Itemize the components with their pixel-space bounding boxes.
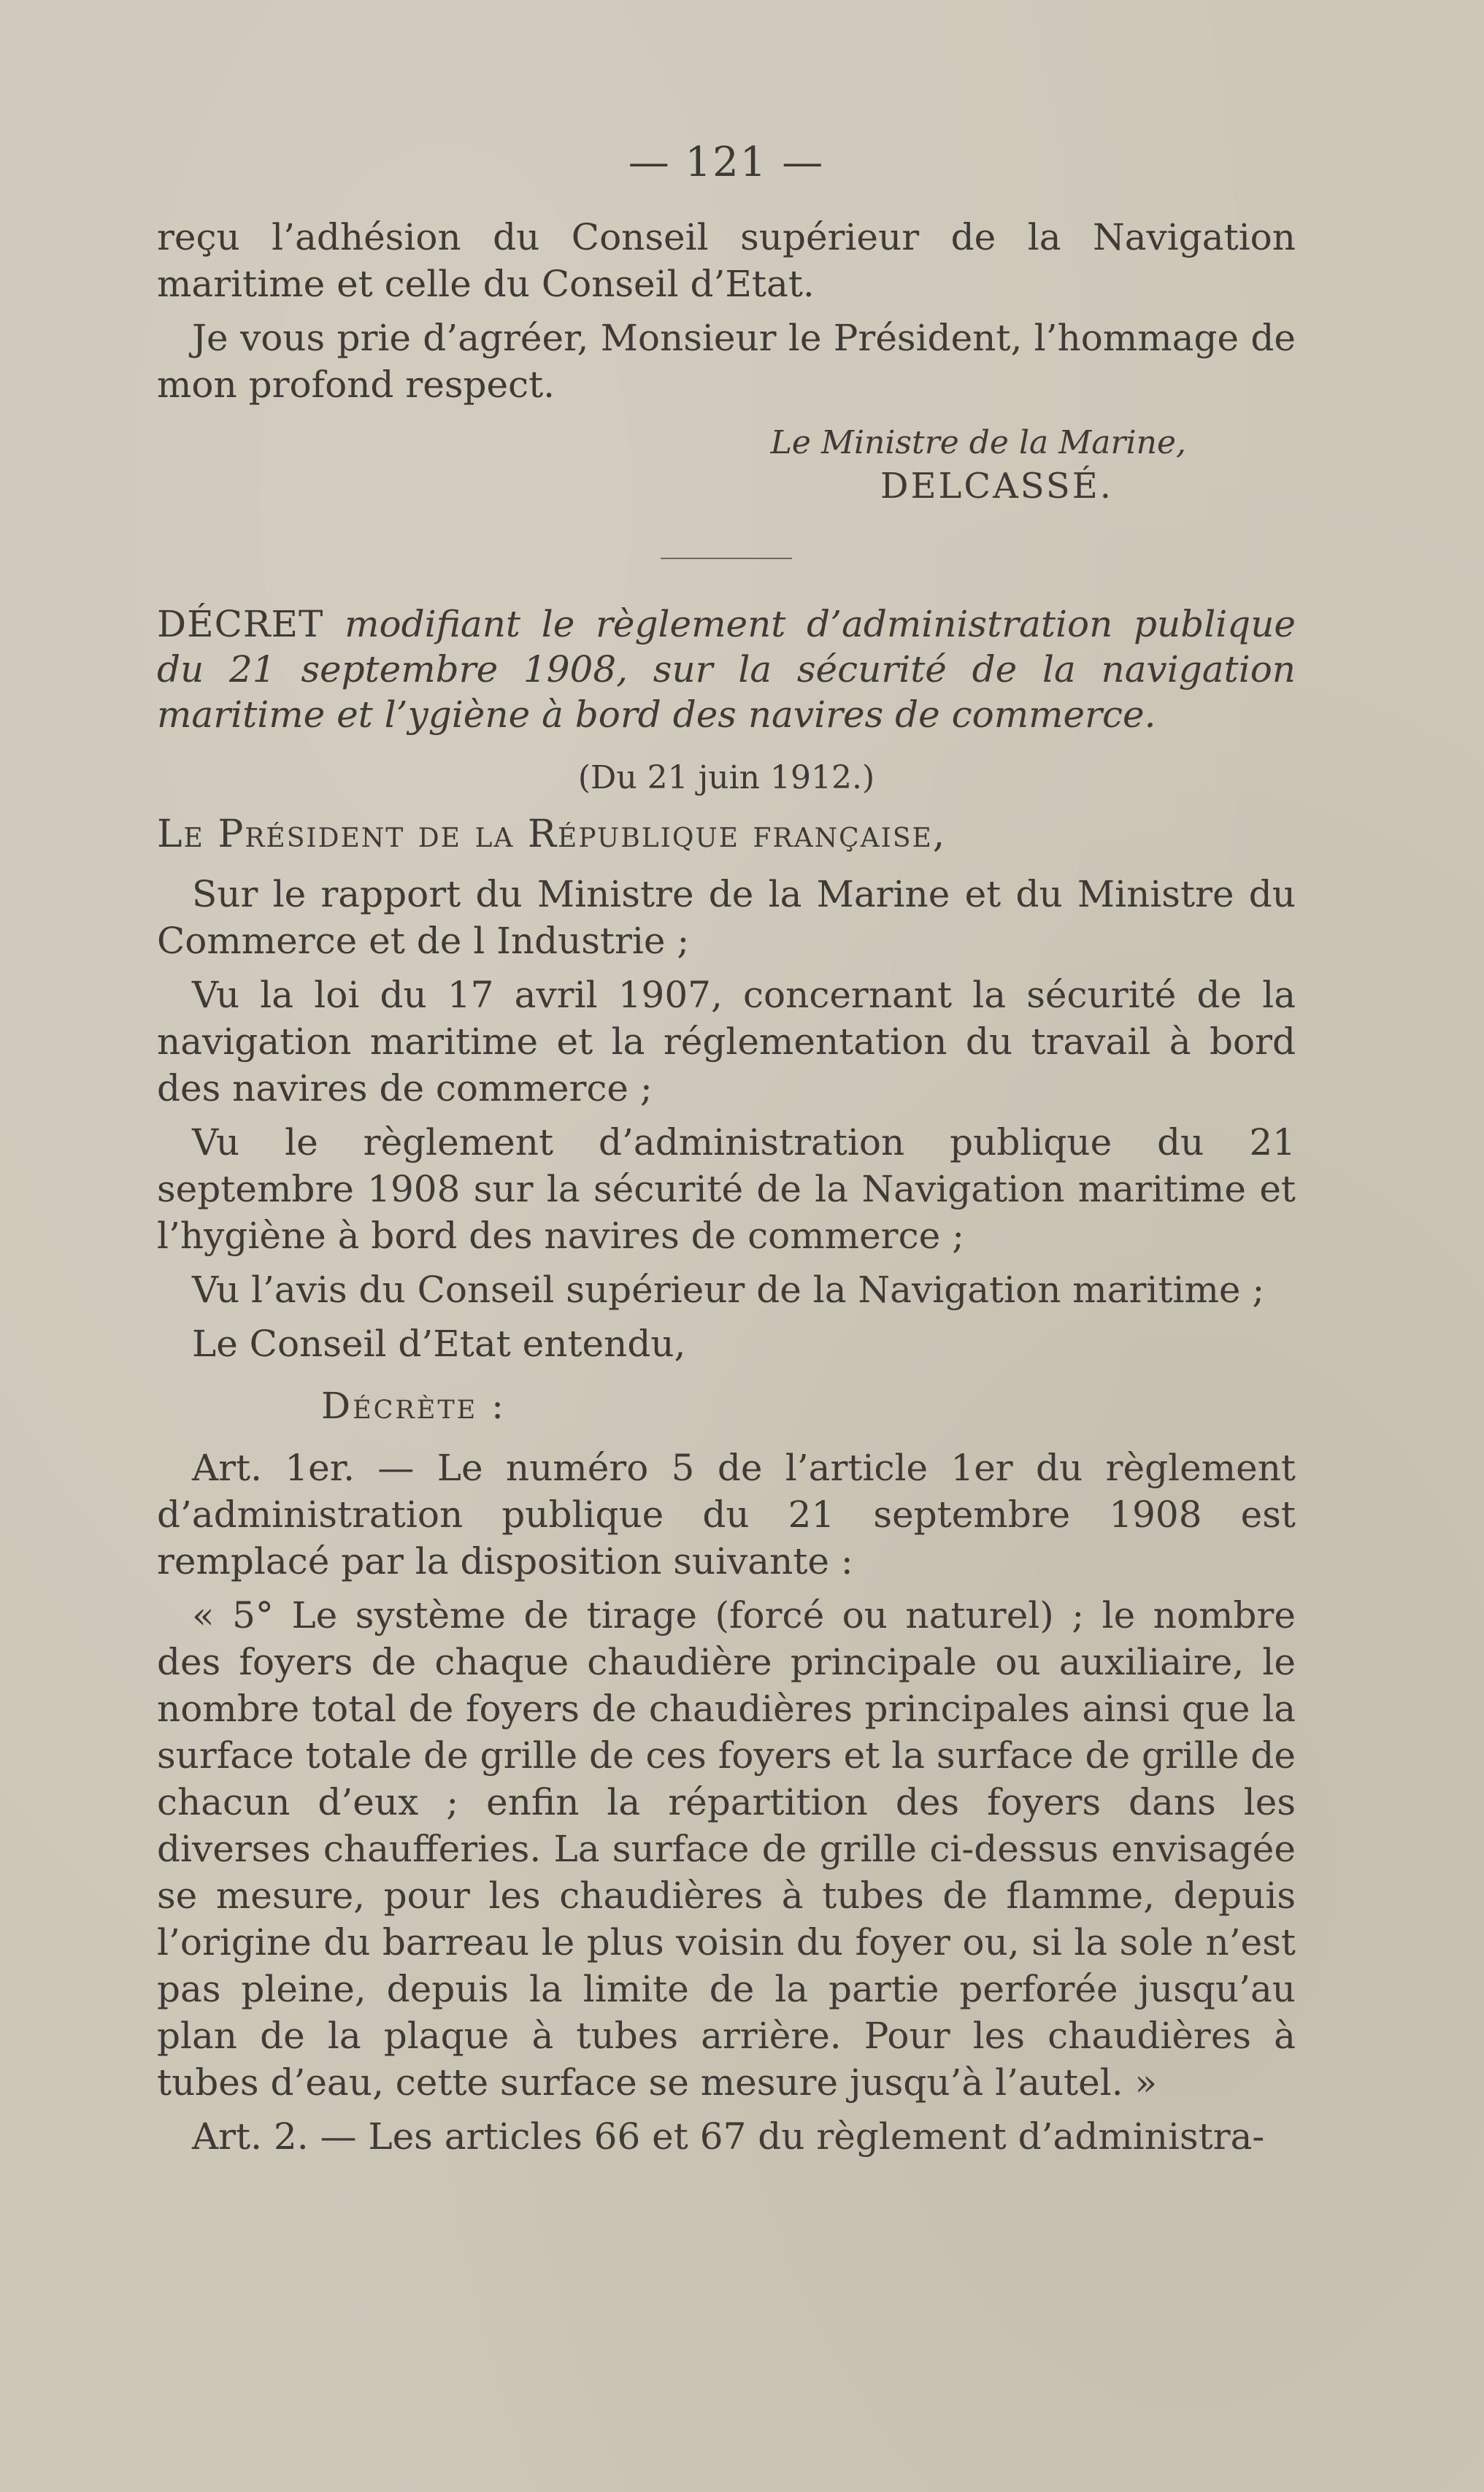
consideration-2: Vu la loi du 17 avril 1907, concernant la sécurité de la navigation maritime et la réglementation du travail à bord des navires de commerce ; — [157, 974, 1296, 1110]
consideration-4: Vu l’avis du Conseil supérieur de la Navigation maritime ; — [192, 1269, 1265, 1311]
section-divider — [661, 558, 792, 559]
letter-paragraph-2: Je vous prie d’agréer, Monsieur le Président, l’hommage de mon profond respect. — [157, 317, 1296, 406]
article-1-quote: « 5° Le système de tirage (forcé ou naturel) ; le nombre des foyers de chaque chaudière principale ou auxiliaire, le nombre total de foyers de chaudières principales ainsi que la surface totale de grille de ces foyers et la surface de grille de chacun d’eux ; enfin la répartition des foyers dans les diverses chaufferies. La surface de grille ci-dessus envisagée se mesure, pour les chaudières à tubes de flamme, depuis l’origine du barreau le plus voisin du foyer ou, si la sole n’est pas pleine, depuis la limite de la partie perforée jusqu’au plan de la plaque à tubes arrière. Pour les chaudières à tubes d’eau, cette surface se mesure jusqu’à l’autel. » — [157, 1594, 1296, 2104]
decree-title — [157, 601, 1296, 737]
page-number: — 121 — — [628, 139, 825, 186]
document-page — [157, 139, 1296, 2160]
article-1: Art. 1er. — Le numéro 5 de l’article 1er du règlement d’administration publique du 21 septembre 1908 est remplacé par la disposition suivante : — [157, 1447, 1296, 1583]
signature-name: DELCASSÉ. — [880, 466, 1113, 507]
decree-title-lead: DÉCRET — [157, 603, 324, 645]
consideration-1: Sur le rapport du Ministre de la Marine et du Ministre du Commerce et de l Industrie ; — [157, 873, 1296, 962]
decree-date: (Du 21 juin 1912.) — [577, 759, 875, 796]
article-2: Art. 2. — Les articles 66 et 67 du règlement d’administra- — [192, 2115, 1265, 2158]
signature-role: Le Ministre de la Marine, — [770, 424, 1186, 461]
decree-title-rest: modifiant le règlement d’administration publique du 21 septembre 1908, sur la sécurité de la navigation maritime et l’ygiène à bord des navires de commerce. — [157, 603, 1296, 736]
consideration-3: Vu le règlement d’administration publique du 21 septembre 1908 sur la sécurité de la Navigation maritime et l’hygiène à bord des navires de commerce ; — [157, 1121, 1296, 1257]
president-heading: Le Président de la République française, — [157, 812, 947, 856]
letter-paragraph-1: reçu l’adhésion du Conseil supérieur de la Navigation maritime et celle du Conseil d’Etat. — [157, 216, 1296, 305]
decrete-heading: Décrète : — [321, 1385, 506, 1427]
consideration-5: Le Conseil d’Etat entendu, — [192, 1323, 686, 1365]
